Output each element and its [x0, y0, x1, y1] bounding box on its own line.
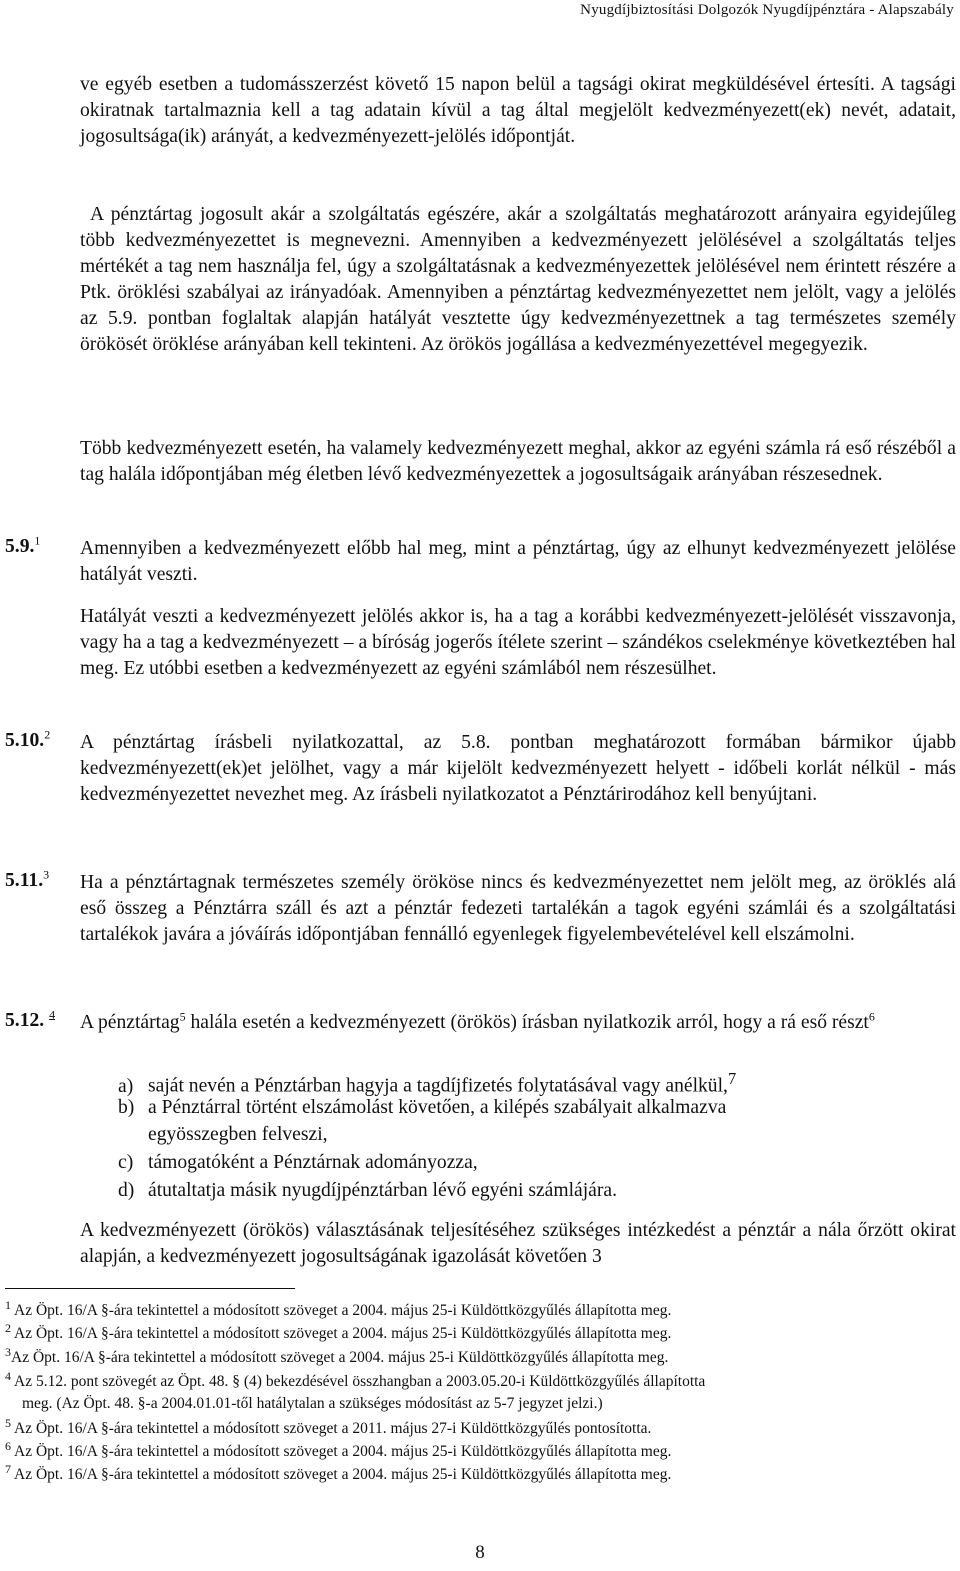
section-5-11-text: Ha a pénztártagnak természetes személy örököse nincs és kedvezményezettet nem jelölt meg, az öröklés alá eső összeg a Pénztárra száll és azt a pénztár fedezeti tartalékán a tagok egyéni számlái és a szolgáltatási tartalékok javára a jóváírás időpontjában fennálló egyenlegek figyelembevételével kell elszámolni. — [80, 872, 956, 945]
section-number-5-9: 5.9.$^1$ — [5, 533, 41, 557]
footnote-4: $^4$ Az 5.12. pont szövegét az Öpt. 48. § (4) bekezdésével összhangban a 2003.05.20-i Küldöttközgyűlés állapította — [5, 1368, 706, 1390]
list-item-a: a) saját nevén a Pénztárban hagyja a tagdíjfizetés folytatásával vagy anélkül,$^7$ — [118, 1069, 737, 1097]
section-number-5-11: 5.11.$^3$ — [5, 867, 50, 891]
running-header: Nyugdíjbiztosítási Dolgozók Nyugdíjpénztára - Alapszabály — [580, 2, 954, 18]
paragraph-final: A kedvezményezett (örökös) választásának teljesítéséhez szükséges intézkedést a pénztár a nála őrzött okirat alapján, a kedvezményezett jogosultságának igazolását követően 3 — [80, 1220, 956, 1267]
list-item-d: d) átutaltatja másik nyugdíjpénztárban lévő egyéni számlájára. — [118, 1180, 617, 1201]
paragraph-intro: ve egyéb esetben a tudomásszerzést követő 15 napon belül a tagsági okirat megküldésével értesíti. A tagsági okiratnak tartalmaznia kell a tag adatain kívül a tag által megjelölt kedvezményezett(ek) nevét, adatait, jogosultsága(ik) arányát, a kedvezményezett-jelölés időpontját. — [80, 74, 956, 147]
section-number-5-12: 5.12. $^4$ — [5, 1007, 56, 1031]
footnote-5: $^5$ Az Öpt. 16/A §-ára tekintettel a módosított szöveget a 2011. május 27-i Küldöttközgyűlés pontosította. — [5, 1415, 652, 1437]
paragraph-multiple-beneficiaries: A pénztártag jogosult akár a szolgáltatás egészére, akár a szolgáltatás meghatározott arányaira egyidejűleg több kedvezményezettet is megnevezni. Amennyiben a kedvezményezett jelölésével a szolgáltatás teljes mértékét a tag nem használja fel, úgy a szolgáltatásnak a kedvezményezettek jelölésével nem érintett részére a Ptk. öröklési szabályai az irányadóak. Amennyiben a pénztártag kedvezményezettet nem jelölt, vagy a jelölés az 5.9. pontban foglaltak alapján hatályát vesztette úgy kedvezményezettnek a tag természetes személy örökösét öröklése arányában kell tekinteni. Az örökös jogállása a kedvezményezettével megegyezik. — [80, 204, 956, 355]
list-item-c: c) támogatóként a Pénztárnak adományozza, — [118, 1152, 478, 1173]
footnote-4-cont: meg. (Az Öpt. 48. §-a 2004.01.01-től hatálytalan a szükséges módosítást az 5-7 jegyzet jelzi.) — [22, 1395, 603, 1412]
footnote-3: $^3$Az Öpt. 16/A §-ára tekintettel a módosított szöveget a 2004. május 25-i Küldöttközgyűlés állapította meg. — [5, 1344, 669, 1366]
list-item-b: b) a Pénztárral történt elszámolást követően, a kilépés szabályait alkalmazva — [118, 1097, 727, 1118]
section-5-9-text-a: Amennyiben a kedvezményezett előbb hal meg, mint a pénztártag, úgy az elhunyt kedvezményezett jelölése hatályát veszti. — [80, 538, 956, 585]
page-number: 8 — [475, 1542, 485, 1563]
footnote-1: $^1$ Az Öpt. 16/A §-ára tekintettel a módosított szöveget a 2004. május 25-i Küldöttközgyűlés állapította meg. — [5, 1297, 672, 1319]
list-item-b-cont: egyösszegben felveszi, — [148, 1124, 328, 1145]
section-5-9-text-b: Hatályát veszti a kedvezményezett jelölés akkor is, ha a tag a korábbi kedvezményezett-jelölését visszavonja, vagy ha a tag a kedvezményezett – a bíróság jogerős ítélete szerint – szándékos cselekménye következtében hal meg. Ez utóbbi esetben a kedvezményezett az egyéni számlából nem részesülhet. — [80, 606, 956, 679]
paragraph-beneficiary-death: Több kedvezményezett esetén, ha valamely kedvezményezett meghal, akkor az egyéni számla rá eső részéből a tag halála időpontjában még életben lévő kedvezményezettek a jogosultságaik arányában részesednek. — [80, 438, 956, 485]
footnote-2: $^2$ Az Öpt. 16/A §-ára tekintettel a módosított szöveget a 2004. május 25-i Küldöttközgyűlés állapította meg. — [5, 1320, 672, 1342]
footnote-6: $^6$ Az Öpt. 16/A §-ára tekintettel a módosított szöveget a 2004. május 25-i Küldöttközgyűlés állapította meg. — [5, 1438, 672, 1460]
section-5-12-text: A pénztártag$^5$ halála esetén a kedvezményezett (örökös) írásban nyilatkozik arról, hogy a rá eső részt$^6$ — [80, 1009, 875, 1033]
footnote-7: $^7$ Az Öpt. 16/A §-ára tekintettel a módosított szöveget a 2004. május 25-i Küldöttközgyűlés állapította meg. — [5, 1461, 672, 1483]
footnote-separator — [5, 1288, 295, 1289]
section-5-10-text: A pénztártag írásbeli nyilatkozattal, az 5.8. pontban meghatározott formában bármikor újabb kedvezményezett(ek)et jelölhet, vagy a már kijelölt kedvezményezett helyett - időbeli korlát nélkül - más kedvezményezettet nevezhet meg. Az írásbeli nyilatkozatot a Pénztárirodához kell benyújtani. — [80, 732, 956, 805]
section-number-5-10: 5.10.$^2$ — [5, 727, 51, 751]
